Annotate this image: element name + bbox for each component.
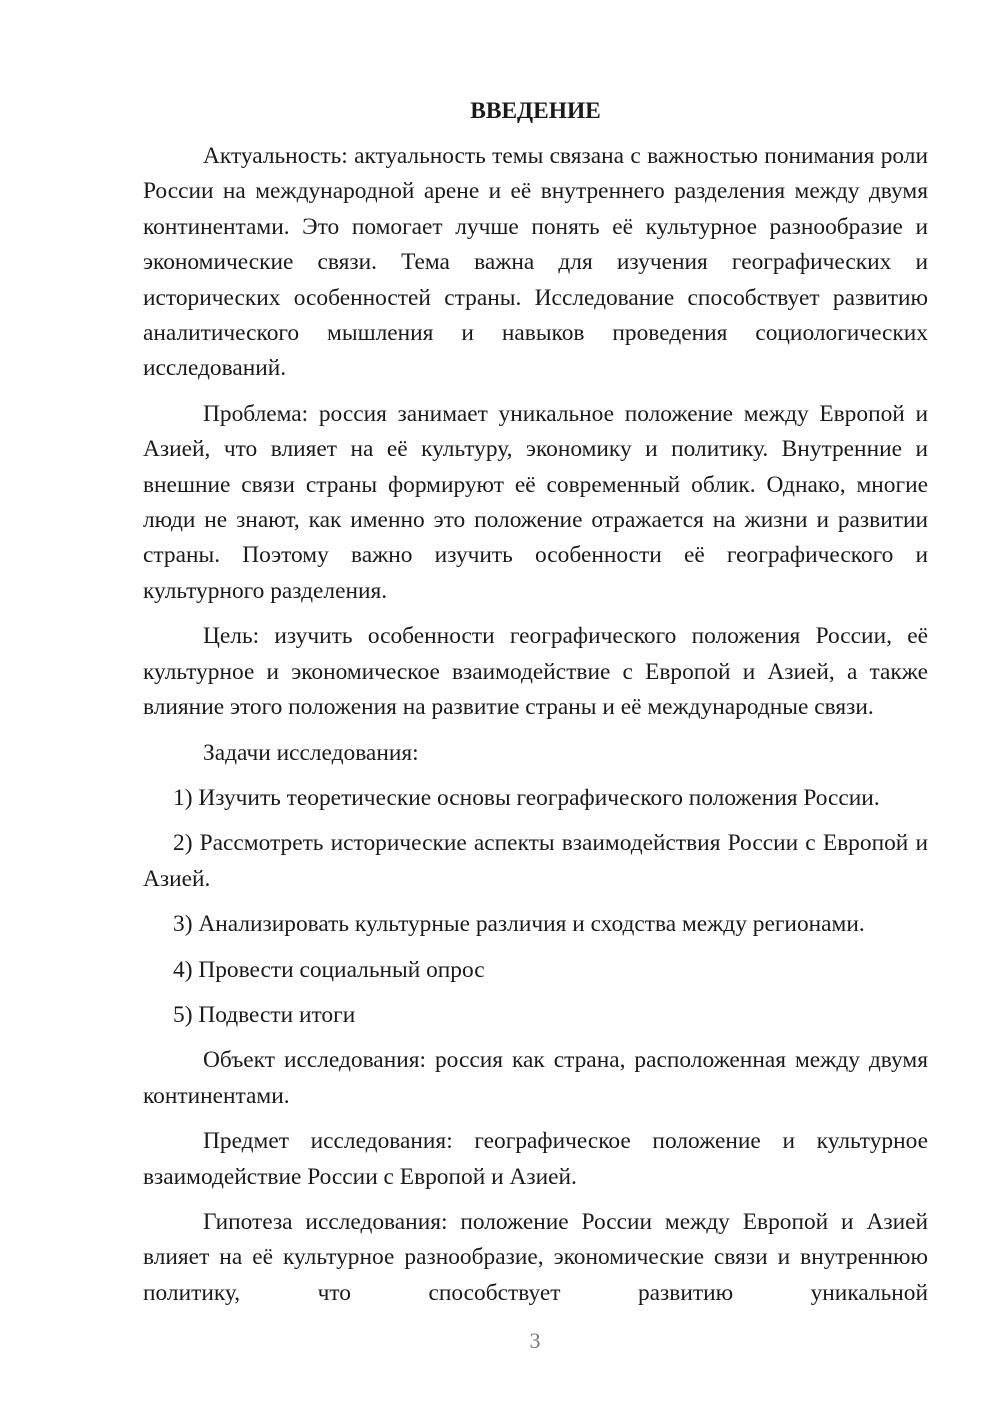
paragraph-object: Объект исследования: россия как страна, расположенная между двумя континентами. [143,1047,928,1109]
paragraph-hypothesis: Гипотеза исследования: положение России между Европой и Азией влияет на её культурное разнообразие, экономические связи и внутреннюю политику, что способствует развитию уникальной [143,1208,928,1306]
task-item-4: 4) Провести социальный опрос [173,956,485,983]
page-number: 3 [529,1328,541,1353]
paragraph-subject: Предмет исследования: географическое положение и культурное взаимодействие России с Европой и Азией. [143,1128,928,1190]
paragraph-relevance: Актуальность: актуальность темы связана с важностью понимания роли России на международной арене и её внутреннего разделения между двумя континентами. Это помогает лучше понять её культурное разнообразие и экономические связи. Тема важна для изучения географических и исторических особенностей страны. Исследование способствует развитию аналитического мышления и навыков проведения социологических исследований. [143,143,928,382]
task-item-5: 5) Подвести итоги [173,1001,356,1028]
task-item-3: 3) Анализировать культурные различия и сходства между регионами. [173,911,865,938]
paragraph-problem: Проблема: россия занимает уникальное положение между Европой и Азией, что влияет на её культуру, экономику и политику. Внутренние и внешние связи страны формируют её современный облик. Однако, многие люди не знают, как именно это положение отражается на жизни и развитии страны. Поэтому важно изучить особенности её географического и культурного разделения. [143,400,928,604]
paragraph-goal: Цель: изучить особенности географического положения России, её культурное и экономическое взаимодействие с Европой и Азией, а также влияние этого положения на развитие страны и её международные связи. [143,623,928,721]
page-title: ВВЕДЕНИЕ [470,98,601,124]
paragraph-tasks-heading: Задачи исследования: [203,739,419,766]
task-item-1: 1) Изучить теоретические основы географического положения России. [173,784,880,811]
task-item-2: 2) Рассмотреть исторические аспекты взаимодействия России с Европой и Азией. [143,830,928,892]
document-body [143,94,928,1311]
